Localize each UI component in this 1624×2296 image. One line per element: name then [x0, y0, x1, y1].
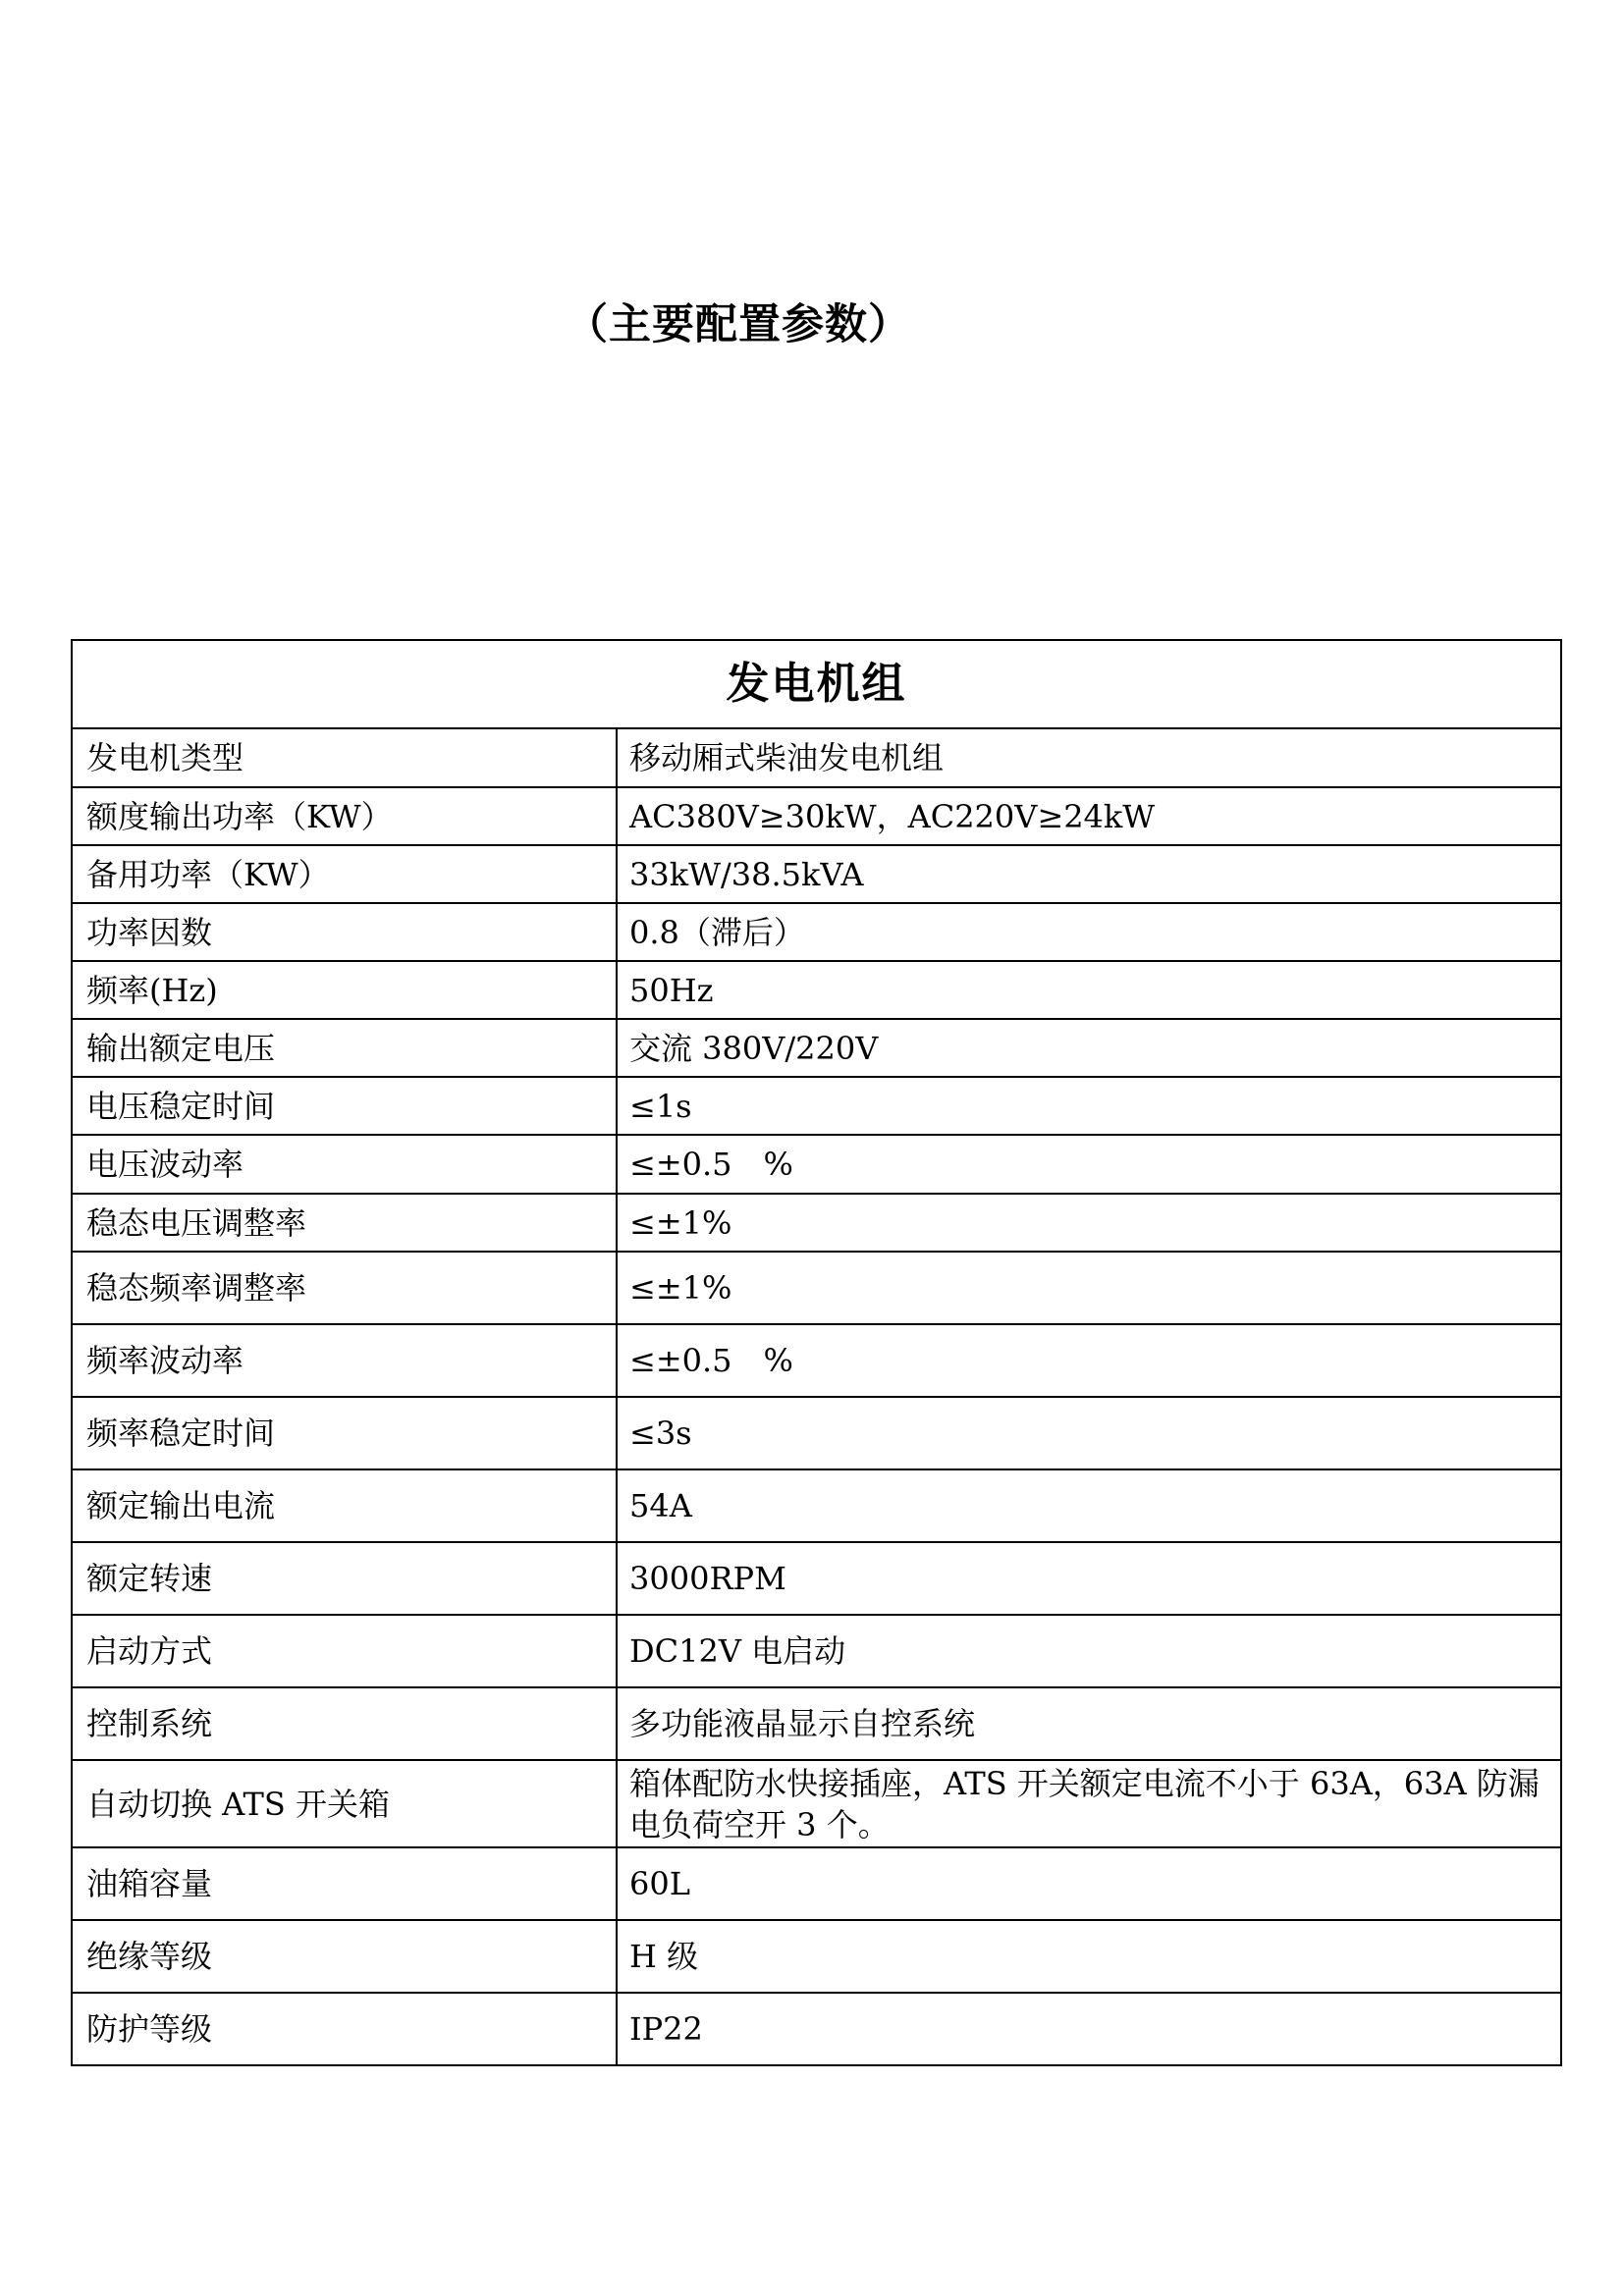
table-row [72, 1077, 1561, 1135]
table-row [72, 1135, 1561, 1194]
row-label: 功率因数 [72, 903, 617, 961]
table-row [72, 1760, 1561, 1847]
row-value: ≤±0.5 % [617, 1324, 1561, 1397]
row-label: 频率稳定时间 [72, 1397, 617, 1469]
row-label: 发电机类型 [72, 728, 617, 787]
row-value: 0.8（滞后） [617, 903, 1561, 961]
row-value: 3000RPM [617, 1542, 1561, 1615]
row-value: 54A [617, 1469, 1561, 1542]
table-row [72, 1397, 1561, 1469]
table-row [72, 728, 1561, 787]
table-row [72, 1469, 1561, 1542]
table-heading-row [72, 640, 1561, 728]
row-value: 箱体配防水快接插座，ATS 开关额定电流不小于 63A，63A 防漏电负荷空开 3 个。 [617, 1760, 1561, 1847]
table-row [72, 787, 1561, 845]
row-value: 60L [617, 1847, 1561, 1920]
row-value: DC12V 电启动 [617, 1615, 1561, 1687]
table-row [72, 903, 1561, 961]
table-row [72, 845, 1561, 903]
table-row [72, 1019, 1561, 1077]
table-row [72, 1993, 1561, 2065]
table-row [72, 1252, 1561, 1324]
row-label: 备用功率（KW） [72, 845, 617, 903]
table-heading: 发电机组 [72, 640, 1561, 728]
row-value: AC380V≥30kW，AC220V≥24kW [617, 787, 1561, 845]
row-label: 输出额定电压 [72, 1019, 617, 1077]
row-label: 防护等级 [72, 1993, 617, 2065]
row-value: 移动厢式柴油发电机组 [617, 728, 1561, 787]
row-value: H 级 [617, 1920, 1561, 1993]
row-label: 油箱容量 [72, 1847, 617, 1920]
row-label: 频率波动率 [72, 1324, 617, 1397]
row-label: 启动方式 [72, 1615, 617, 1687]
row-value: 交流 380V/220V [617, 1019, 1561, 1077]
row-label: 稳态电压调整率 [72, 1194, 617, 1252]
table-row [72, 1920, 1561, 1993]
row-label: 电压波动率 [72, 1135, 617, 1194]
row-value: 多功能液晶显示自控系统 [617, 1687, 1561, 1760]
row-value: ≤3s [617, 1397, 1561, 1469]
document-title: （主要配置参数） [566, 300, 911, 349]
table-row [72, 1324, 1561, 1397]
row-value: 50Hz [617, 961, 1561, 1019]
row-label: 频率(Hz) [72, 961, 617, 1019]
table-row [72, 1194, 1561, 1252]
row-value: IP22 [617, 1993, 1561, 2065]
row-label: 绝缘等级 [72, 1920, 617, 1993]
row-label: 额定转速 [72, 1542, 617, 1615]
table-row [72, 1687, 1561, 1760]
row-value: ≤±0.5 % [617, 1135, 1561, 1194]
row-value: ≤±1% [617, 1194, 1561, 1252]
row-value: ≤±1% [617, 1252, 1561, 1324]
table-row [72, 1542, 1561, 1615]
row-label: 稳态频率调整率 [72, 1252, 617, 1324]
row-label: 额度输出功率（KW） [72, 787, 617, 845]
row-label: 自动切换 ATS 开关箱 [72, 1760, 617, 1847]
row-value: ≤1s [617, 1077, 1561, 1135]
row-label: 电压稳定时间 [72, 1077, 617, 1135]
table-row [72, 1615, 1561, 1687]
row-value: 33kW/38.5kVA [617, 845, 1561, 903]
generator-spec-table [71, 639, 1562, 2066]
table-row [72, 1847, 1561, 1920]
row-label: 控制系统 [72, 1687, 617, 1760]
row-label: 额定输出电流 [72, 1469, 617, 1542]
table-row [72, 961, 1561, 1019]
